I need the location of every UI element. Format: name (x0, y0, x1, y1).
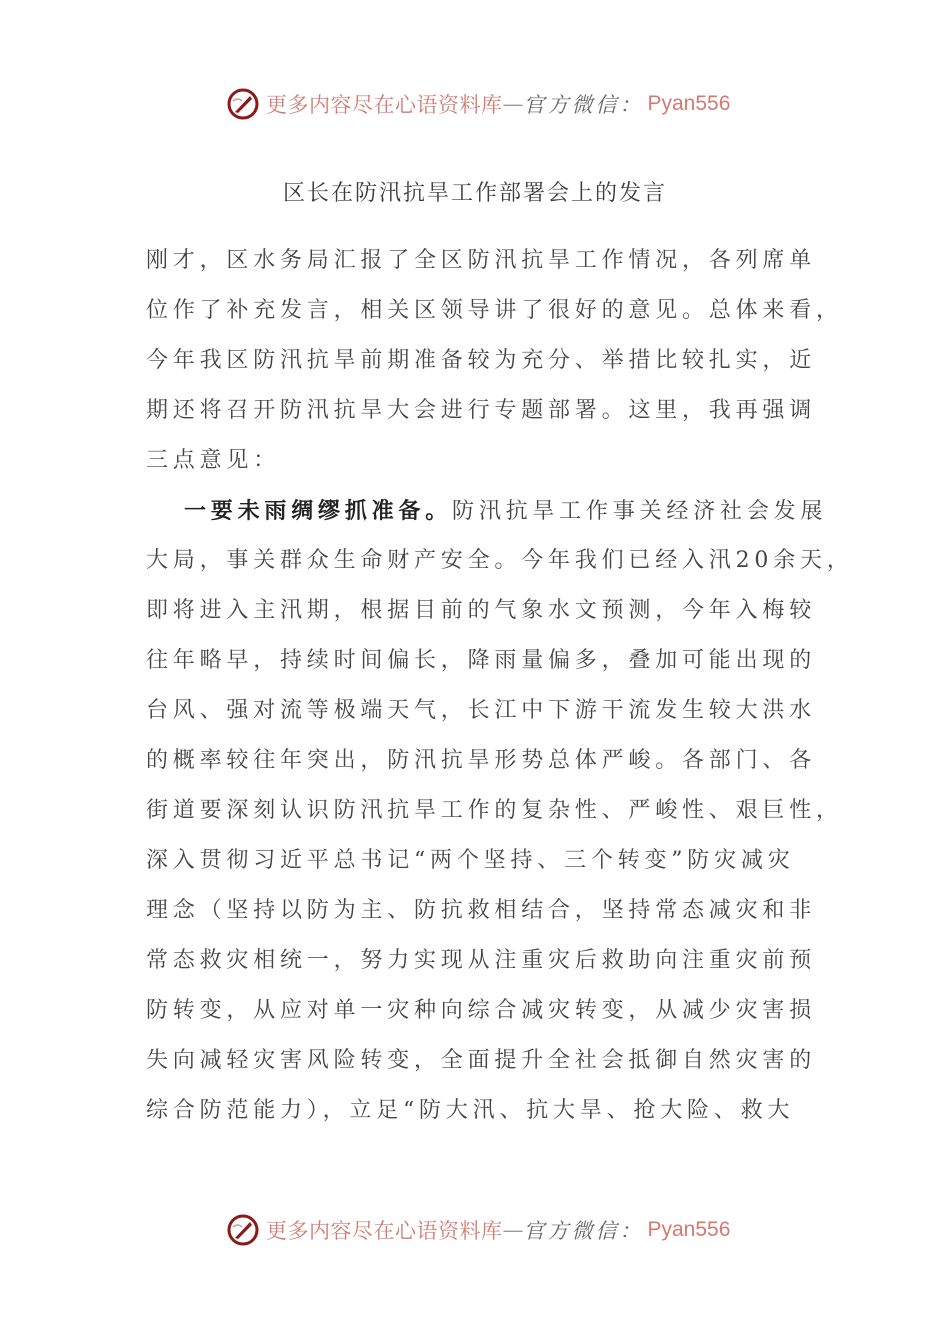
section-first-line (146, 486, 828, 536)
paragraph-line: 位作了补充发言，相关区领导讲了很好的意见。总体来看， (146, 298, 843, 323)
paragraph-line: 即将进入主汛期，根据目前的气象水文预测，今年入梅较 (146, 598, 817, 623)
banner-site-text: 更多内容尽在心语资料库 (266, 1219, 503, 1243)
paragraph-line: 大局，事关群众生命财产安全。今年我们已经入汛20余天， (146, 548, 854, 573)
paragraph-line: 防转变，从应对单一灾种向综合减灾转变，从减少灾害损 (146, 998, 817, 1023)
paragraph-line: 街道要深刻认识防汛抗旱工作的复杂性、严峻性、艰巨性， (146, 798, 843, 823)
document-body (146, 236, 854, 1136)
footer-banner (226, 1210, 730, 1250)
document-title: 区长在防汛抗旱工作部署会上的发言 (282, 181, 667, 206)
paragraph-line: 失向减轻灾害风险转变，全面提升全社会抵御自然灾害的 (146, 1048, 817, 1073)
paragraph-line: 今年我区防汛抗旱前期准备较为充分、举措比较扎实，近 (146, 348, 817, 373)
banner-dash: — (502, 1218, 524, 1242)
banner-wechat-label: 官方微信： (523, 1219, 644, 1243)
banner-site-text: 更多内容尽在心语资料库 (266, 93, 503, 117)
banner-dash: — (502, 92, 524, 116)
paragraph-line: 综合防范能力），立足“防大汛、抗大旱、抢大险、救大 (146, 1098, 795, 1123)
header-banner (226, 84, 730, 124)
paragraph-line: 期还将召开防汛抗旱大会进行专题部署。这里，我再强调 (146, 398, 817, 423)
quill-pen-logo-icon (226, 87, 260, 121)
banner-wechat-id: Pyan556 (647, 1218, 731, 1241)
section-heading: 一要未雨绸缪抓准备。 (184, 498, 453, 524)
paragraph-line: 台风、强对流等极端天气，长江中下游干流发生较大洪水 (146, 698, 817, 723)
paragraph-line: 常态救灾相统一，努力实现从注重灾后救助向注重灾前预 (146, 948, 817, 973)
paragraph-line: 刚才，区水务局汇报了全区防汛抗旱工作情况，各列席单 (146, 248, 817, 273)
paragraph-line: 三点意见： (146, 448, 281, 473)
paragraph-line: 往年略早，持续时间偏长，降雨量偏多，叠加可能出现的 (146, 648, 817, 673)
quill-pen-logo-icon (226, 1213, 260, 1247)
banner-wechat-label: 官方微信： (523, 93, 644, 117)
paragraph-line: 的概率较往年突出，防汛抗旱形势总体严峻。各部门、各 (146, 748, 817, 773)
paragraph-line: 理念（坚持以防为主、防抗救相结合，坚持常态减灾和非 (146, 898, 817, 923)
section-text: 防汛抗旱工作事关经济社会发展 (452, 499, 828, 524)
banner-wechat-id: Pyan556 (647, 92, 731, 115)
paragraph-line: 深入贯彻习近平总书记“两个坚持、三个转变”防灾减灾 (146, 848, 795, 873)
